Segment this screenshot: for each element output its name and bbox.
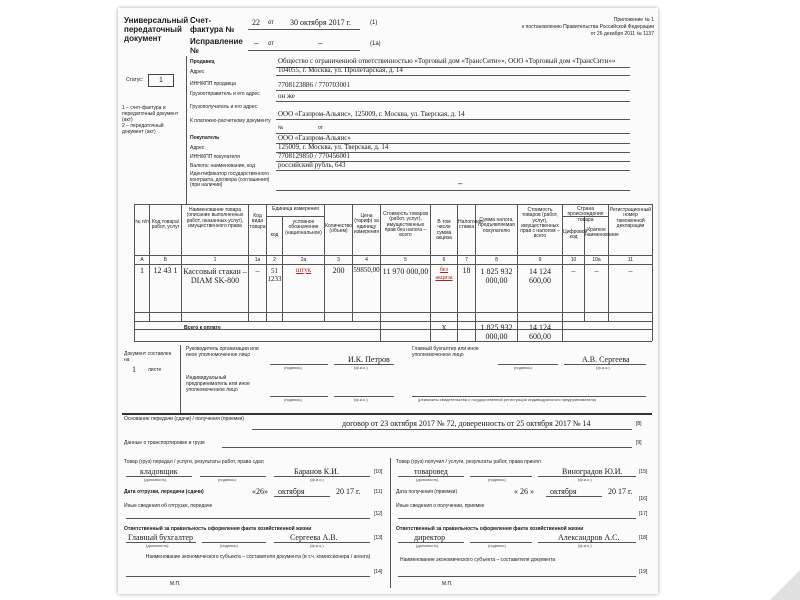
other-ship-code: [12] <box>374 511 383 517</box>
ship-day: «26» <box>252 487 268 496</box>
entity-ship-label: Наименование экономического субъекта – составителя документа (в т.ч. комиссионера / агента) <box>145 554 371 560</box>
seller-inn-label: ИНН/КПП продавца <box>190 81 236 87</box>
col-number: 4 <box>365 257 368 263</box>
resp-ship-code: [13] <box>374 535 383 541</box>
resp-ship-position: Главный бухгалтер <box>128 533 193 542</box>
handed-position-hint: (должность) <box>144 477 167 482</box>
col-header-cost-with-tax: Стоимость товаров (работ, услуг), имущественных прав с налогом – всего <box>520 207 560 240</box>
total-x: X <box>441 324 447 332</box>
col-header-origin-name: Краткое наименование <box>585 227 619 239</box>
entity-recv-code: [19] <box>639 569 648 575</box>
handed-position: кладовщик <box>140 467 178 476</box>
payment-doc-label: К платежно-расчетному документу <box>190 118 271 124</box>
col-number: 1 <box>213 257 217 263</box>
correction-label: Исправление № <box>190 37 243 55</box>
recv-month: октября <box>550 487 577 496</box>
resp-ship-sign-hint: (подпись) <box>220 543 238 548</box>
head-fio-hint: (ф.и.о.) <box>354 365 368 370</box>
col-header-cost-no-tax: Стоимость товаров (работ, услуг), имущественных прав без налога – всего <box>382 211 429 238</box>
status-value: 1 <box>159 77 163 84</box>
cell-excise: без акциза <box>435 267 453 281</box>
cell-cost-no-tax: 11 970 000,00 <box>382 267 429 276</box>
col-header-origin: Страна происхождения товара <box>567 206 604 223</box>
buyer-inn-value: 7708129850 / 770456001 <box>278 152 350 160</box>
buyer-value: ООО «Газпром-Альянс» <box>278 134 351 142</box>
appendix-decree: к постановлению Правительства Российской Федерации <box>522 24 654 30</box>
col-header-tax-sum: Сумма налога, предъявляемая покупателю <box>478 217 515 234</box>
doc-pages-unit: листе <box>148 367 162 373</box>
resp-recv-position-hint: (должность) <box>416 543 439 548</box>
col-header-qty: Количество (объем) <box>325 223 352 235</box>
correction-date: – <box>318 39 323 48</box>
handed-name: Баранов К.И. <box>294 467 339 476</box>
status-label: Статус: <box>126 77 144 83</box>
handed-sign-hint: (подпись) <box>218 477 236 482</box>
mp-ship: М.П. <box>170 581 181 587</box>
payment-doc-from: от <box>318 125 323 131</box>
col-header-excise: В том числе сумма акциза <box>436 219 452 241</box>
ship-date-label: Дата отгрузки, передачи (сдачи) <box>124 489 204 495</box>
resp-ship-name: Сергеева А.В. <box>290 533 338 542</box>
cell-origin-name: – <box>594 266 599 275</box>
cell-name: Кассовый стакан – DIAM SK-800 <box>183 267 247 286</box>
received-code: [15] <box>639 469 648 475</box>
col-header-price: Цена (тариф) за единицу измерения <box>353 213 380 235</box>
col-number: 1а <box>254 257 261 263</box>
head-label: Руководитель организации или иное уполномоченное лицо <box>186 346 259 358</box>
chief-accountant-name: А.В. Сергеева <box>582 355 630 364</box>
head-sign-hint: (подпись) <box>284 365 302 370</box>
other-recv-label: Иные сведения о получении, приемке <box>396 503 485 509</box>
head-name: И.К. Петров <box>348 355 390 364</box>
entrepreneur-label: Индивидуальный предприниматель или иное уполномоченное лицо <box>186 375 250 393</box>
basis-label: Основание передачи (сдачи) / получения (приемки) <box>124 416 244 422</box>
col-number: 10а <box>592 257 601 263</box>
cell-tax-rate: 18 <box>462 266 471 275</box>
resp-recv-code: [18] <box>639 535 648 541</box>
cell-price: 59850,00 <box>353 266 380 274</box>
registration-hint: (реквизиты свидетельства о государственной регистрации индивидуального предпринимателя) <box>418 397 597 402</box>
buyer-address-label: Адрес <box>190 145 205 151</box>
received-name: Виноградов Ю.И. <box>562 467 623 476</box>
cell-unit-code: 51 1233 <box>267 267 282 284</box>
total-tax: 1 825 932 000,00 <box>480 323 513 342</box>
ship-year: 20 17 г. <box>336 487 361 496</box>
col-number: 10 <box>570 257 577 263</box>
col-header-customs: Регистрационный номер таможенной декларации <box>609 207 652 229</box>
invoice-code: (1) <box>370 20 378 26</box>
seller-value: Общество с ограниченной ответственностью «Торговый дом «ТрансСити»», ООО «Торговый дом «ТрансСити»» <box>278 57 616 65</box>
status-note-1: 1 – счет-фактура и передаточный документ (акт) <box>122 105 179 123</box>
status-note-2: 2 – передаточный документ (акт) <box>122 123 164 135</box>
buyer-label: Покупатель <box>190 135 220 141</box>
mp-recv: М.П. <box>442 581 453 587</box>
col-number: Б <box>163 257 168 263</box>
resp-recv-position: директор <box>414 533 446 542</box>
seller-address-label: Адрес <box>190 69 205 75</box>
col-number: 8 <box>495 257 498 263</box>
handed-label: Товар (груз) передал / услуги, результаты работ, права сдал <box>124 459 264 465</box>
cell-cost-with-tax: 14 124 600,00 <box>529 267 551 286</box>
transport-code: [9] <box>636 440 642 446</box>
total-label: Всего к оплате <box>184 325 221 331</box>
cell-qty: 200 <box>332 266 345 275</box>
received-position-hint: (должность) <box>416 477 439 482</box>
resp-ship-position-hint: (должность) <box>146 543 169 548</box>
recv-year: 20 17 г. <box>608 487 633 496</box>
appendix-date: от 26 декабря 2011 № 1137 <box>590 31 654 37</box>
received-position: товаровед <box>414 467 448 476</box>
recv-day: « 26 » <box>514 487 534 496</box>
col-number: А <box>140 257 144 263</box>
entrepreneur-sign-hint: (подпись) <box>284 397 302 402</box>
cell-origin-code: – <box>571 266 576 275</box>
doc-pages: 1 <box>132 365 136 374</box>
invoice-date: 30 октября 2017 г. <box>290 18 351 27</box>
resp-recv-sign-hint: (подпись) <box>488 543 506 548</box>
resp-recv-label: Ответственный за правильность оформления факта хозяйственной жизни <box>396 526 584 532</box>
cell-no: 1 <box>140 266 144 275</box>
page-corner-decoration <box>770 570 800 600</box>
invoice-label: Счет-фактура № <box>190 16 235 34</box>
col-number: 5 <box>404 257 407 263</box>
received-label: Товар (груз) получил / услуги, результаты работ, права принял <box>396 459 541 465</box>
col-header-code: Код товара/ работ, услуг <box>151 219 180 231</box>
seller-label: Продавец <box>190 59 215 65</box>
payment-doc-no: № <box>278 125 284 131</box>
invoice-number: 22 <box>252 18 260 27</box>
buyer-inn-label: ИНН/КПП покупателя <box>190 154 240 160</box>
resp-recv-fio-hint: (ф.и.о.) <box>578 543 592 548</box>
col-number: 3 <box>337 257 340 263</box>
col-number: 7 <box>465 257 468 263</box>
consignee-value: ООО «Газпром-Альянс», 125009, г. Москва, ул. Тверская, д. 14 <box>278 110 465 118</box>
handed-code: [10] <box>374 469 383 475</box>
resp-ship-label: Ответственный за правильность оформления факта хозяйственной жизни <box>124 526 312 532</box>
chief-accountant-label: Главный бухгалтер или иное уполномоченное лицо <box>412 346 479 358</box>
upd-document-sheet <box>118 8 658 594</box>
cell-unit-name: штук <box>295 266 312 274</box>
other-recv-code: [17] <box>639 511 648 517</box>
cell-customs: – <box>628 266 633 275</box>
currency-label: Валюта: наименование, код <box>190 163 255 169</box>
col-header-unit-name: условное обозначение (национальное) <box>285 219 322 236</box>
buyer-address-value: 125009, г. Москва, ул. Тверская, д. 14 <box>278 143 389 151</box>
cell-code: 12 43 1 <box>153 266 178 275</box>
col-number: 2а <box>300 257 307 263</box>
col-header-unit-code: код <box>270 232 279 238</box>
ship-month: октября <box>278 487 305 496</box>
col-number: 9 <box>538 257 542 263</box>
chief-sign-hint: (подпись) <box>514 365 532 370</box>
basis-code: [8] <box>636 421 642 427</box>
col-header-no: № п/п <box>135 219 149 225</box>
shipper-value: он же <box>278 92 295 100</box>
invoice-from-label: от <box>268 20 274 26</box>
doc-type-title: Универсальный передаточный документ <box>124 16 189 43</box>
resp-recv-name: Александров А.С. <box>558 533 620 542</box>
col-header-kind: Код вида товара <box>249 213 266 230</box>
correction-code: (1а) <box>370 41 381 47</box>
ship-code: [11] <box>374 489 382 495</box>
resp-ship-fio-hint: (ф.и.о.) <box>310 543 324 548</box>
cell-tax-sum: 1 825 932 000,00 <box>480 267 513 286</box>
entrepreneur-fio-hint: (ф.и.о.) <box>354 397 368 402</box>
col-header-tax-rate: Налоговая ставка <box>458 219 483 231</box>
col-number: 11 <box>627 257 634 263</box>
transport-label: Данные о транспортировке и грузе <box>124 440 205 446</box>
recv-date-label: Дата получения (приемки) <box>396 489 458 495</box>
currency-value: российский рубль, 643 <box>278 161 346 169</box>
correction-from-label: от <box>268 41 274 47</box>
basis-value: договор от 23 октября 2017 № 72, доверенность от 25 октября 2017 № 14 <box>342 419 591 428</box>
entity-recv-label: Наименование экономического субъекта – составителя документа <box>400 557 556 563</box>
doc-composed-label: Документ составлен на <box>124 351 172 363</box>
handed-fio-hint: (ф.и.о.) <box>310 477 324 482</box>
cell-kind: – <box>255 266 260 275</box>
col-number: 6 <box>442 257 446 263</box>
seller-inn-value: 7708123886 / 770703001 <box>278 81 350 89</box>
consignee-label: Грузополучатель и его адрес <box>190 104 258 110</box>
col-number: 2 <box>273 257 276 263</box>
received-sign-hint: (подпись) <box>488 477 506 482</box>
seller-address-value: 104055, г. Москва, ул. Пролетарская, д. 14 <box>278 66 403 74</box>
status-box <box>148 74 174 87</box>
col-header-origin-code: Цифровой код <box>563 229 588 241</box>
correction-number: – <box>254 39 259 48</box>
other-ship-label: Иные сведения об отгрузке, передаче <box>124 503 213 509</box>
col-header-name: Наименование товара (описание выполненных работ, оказанных услуг), имущественного права <box>186 207 244 229</box>
contract-label: Идентификатор государственного контракта, договора (соглашения) (при наличии) <box>190 171 270 188</box>
recv-code: [16] <box>639 496 648 502</box>
received-fio-hint: (ф.и.о.) <box>578 477 592 482</box>
entity-ship-code: [14] <box>374 569 383 575</box>
col-header-unit: Единица измерения <box>272 206 319 212</box>
contract-value: – <box>458 179 463 188</box>
appendix-title: Приложение № 1 <box>613 17 654 23</box>
shipper-label: Грузоотправитель и его адрес <box>190 91 260 97</box>
total-with-tax: 14 124 600,00 <box>529 323 551 342</box>
chief-fio-hint: (ф.и.о.) <box>596 365 610 370</box>
